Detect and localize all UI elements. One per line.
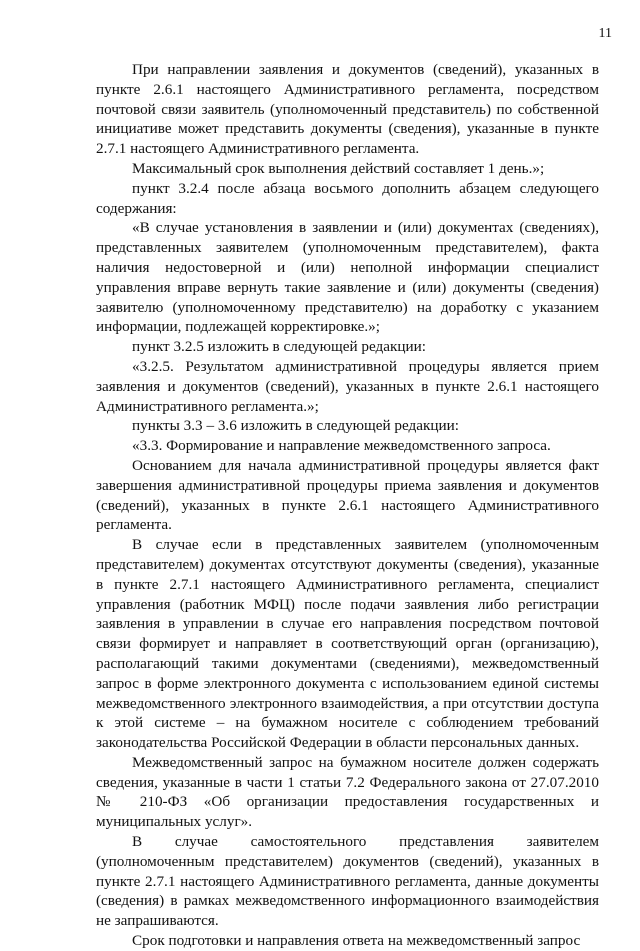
paragraph: «3.3. Формирование и направление межведомственного запроса. [132, 437, 551, 455]
paragraph: пункты 3.3 – 3.6 изложить в следующей редакции: [132, 417, 459, 435]
paragraph: В случае самостоятельного представления заявителем (уполномоченным представителем) документов (сведений), указанных в пункте 2.7.1 настоящего Административного регламента, данные документы (сведения) в рамках межведомственного информационного взаимодействия не запрашиваются. [96, 833, 599, 930]
paragraph: При направлении заявления и документов (сведений), указанных в пункте 2.6.1 настоящего Административного регламента, посредством почтовой связи заявитель (уполномоченный представитель) по собственной инициативе может представить документы (сведения), указанные в пункте 2.7.1 настоящего Административного регламента. [96, 61, 599, 158]
paragraph: «3.2.5. Результатом административной процедуры является прием заявления и документов (сведений), указанных в пункте 2.6.1 настоящего Административного регламента.»; [96, 357, 599, 415]
paragraph: пункт 3.2.4 после абзаца восьмого дополнить абзацем следующего содержания: [96, 179, 599, 217]
paragraph: пункт 3.2.5 изложить в следующей редакции: [132, 338, 426, 356]
paragraph: В случае если в представленных заявителем (уполномоченным представителем) документах отсутствуют документы (сведения), указанные в пункте 2.7.1 настоящего Административного регламента, специалист управления (работник МФЦ) после подачи заявления либо регистрации заявления в управлении в случае его направления посредством почтовой связи формирует и направляет в соответствующий орган (организацию), располагающий такими документами (сведениями), межведомственный запрос в форме электронного документа с использованием единой системы межведомственного электронного взаимодействия, а при отсутствии доступа к этой системе – на бумажном носителе с соблюдением требований законодательства Российской Федерации в области персональных данных. [96, 536, 599, 752]
paragraph: Межведомственный запрос на бумажном носителе должен содержать сведения, указанные в части 1 статьи 7.2 Федерального закона от 27.07.2010 № 210-ФЗ «Об организации предоставления государственных и муниципальных услуг». [96, 753, 599, 831]
paragraph: Срок подготовки и направления ответа на межведомственный запрос [132, 932, 581, 950]
document-body [96, 60, 599, 951]
page-number: 11 [598, 26, 612, 41]
paragraph: Максимальный срок выполнения действий составляет 1 день.»; [132, 159, 545, 177]
paragraph: Основанием для начала административной процедуры является факт завершения административной процедуры приема заявления и документов (сведений), указанных в пункте 2.6.1 настоящего Административного регламента. [96, 456, 599, 534]
paragraph: «В случае установления в заявлении и (или) документах (сведениях), представленных заявителем (уполномоченным представителем), факта наличия недостоверной и (или) неполной информации специалист управления вправе вернуть такие заявление и (или) документы (сведения) заявителю (уполномоченному представителю) на доработку с указанием информации, подлежащей корректировке.»; [96, 219, 599, 336]
